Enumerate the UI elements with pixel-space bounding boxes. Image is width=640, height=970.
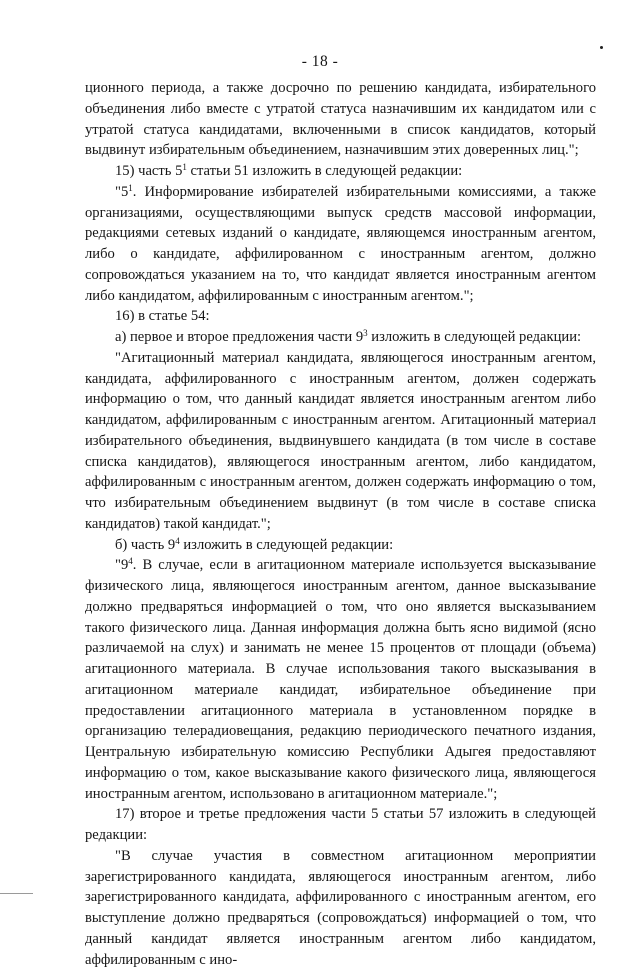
scan-speck <box>600 46 603 49</box>
paragraph-p5 <box>85 327 596 348</box>
paragraph-p2 <box>85 161 596 182</box>
paragraph-p6 <box>85 348 596 535</box>
paragraph-p7 <box>85 535 596 556</box>
text-run: 17) второе и третье предложения части 5 статьи 57 изложить в следующей редакции: <box>85 806 596 843</box>
page-number: - 18 - <box>301 53 339 70</box>
superscript: 4 <box>175 535 180 546</box>
text-run: статьи 51 изложить в следующей редакции: <box>186 163 463 179</box>
text-run: изложить в следующей редакции: <box>179 536 394 553</box>
superscript: 3 <box>363 328 368 339</box>
paragraph-p1 <box>85 78 596 161</box>
paragraph-p3 <box>85 182 596 307</box>
text-run: "В случае участия в совместном агитационном мероприятии зарегистрированного кандидата, являющегося иностранным агентом, либо зарегистрированного кандидата, аффилированного с иностранным агентом, его выступление должно предваряться (сопровождаться) информацией о том, что данный кандидат является иностранным агентом либо кандидатом, аффилированным с ино- <box>85 847 596 968</box>
text-run: . В случае, если в агитационном материале используется высказывание физического лица, являющегося иностранным агентом, данное высказывание должно предваряться информацией о том, что оно является высказыванием такого физического лица. Данная информация должна быть ясно видимой (ясно различаемой на слух) и занимать не менее 15 процентов от площади (объема) агитационного материала. В случае использования такого высказывания в агитационном материале кандидат, избирательное объединение при предоставлении агитационного материала в установленном порядке в организацию телерадиовещания, редакцию периодического печатного издания, Центральную избирательную комиссию Республики Адыгея предоставляют информацию о том, какое высказывание какого физического лица, являющегося иностранным агентом, использовано в агитационном материале."; <box>85 557 596 802</box>
paragraph-p10 <box>85 846 596 970</box>
text-run: "5 <box>115 183 129 200</box>
paragraph-p8 <box>85 555 596 804</box>
text-run: 15) часть 5 <box>115 163 183 179</box>
scan-edge-line <box>0 893 33 894</box>
text-run: 16) в статье 54: <box>115 308 210 325</box>
superscript: 1 <box>128 182 133 193</box>
paragraph-p4 <box>85 306 596 327</box>
superscript: 1 <box>182 162 187 173</box>
document-body <box>85 78 596 970</box>
superscript: 4 <box>128 556 133 567</box>
text-run: "9 <box>115 557 129 574</box>
text-run: б) часть 9 <box>115 536 176 553</box>
text-run: "Агитационный материал кандидата, являющегося иностранным агентом, кандидата, аффилированного с иностранным агентом, должен содержать информацию о том, что данный кандидат является иностранным агентом либо кандидатом, аффилированным с иностранным агентом. Агитационный материал избирательного объединения, выдвинувшего кандидата (в том числе в составе списка кандидатов), являющегося иностранным агентом, либо кандидатом, аффилированным с иностранным агентом, должен содержать информацию о том, что избирательным объединением выдвинут (в том числе в составе списка кандидатов) такой кандидат."; <box>85 349 596 532</box>
text-run: а) первое и второе предложения части 9 <box>115 329 364 345</box>
text-run: . Информирование избирателей избирательными комиссиями, а также организациями, осуществляющими выпуск средств массовой информации, редакциями сетевых изданий о кандидате, являющемся иностранным агентом, либо о кандидате, аффилированном с иностранным агентом, должно сопровождаться указанием на то, что кандидат является иностранным агентом либо кандидатом, аффилированным с иностранным агентом."; <box>85 183 596 304</box>
paragraph-p9 <box>85 804 596 846</box>
text-run: изложить в следующей редакции: <box>367 329 582 345</box>
text-run: ционного периода, а также досрочно по решению кандидата, избирательного объединения либо вместе с утратой статуса назначившим их кандидатом или с утратой статуса кандидатами, включенными в список кандидатов, который выдвинут избирательным объединением, назначившим этих доверенных лиц."; <box>85 80 596 159</box>
